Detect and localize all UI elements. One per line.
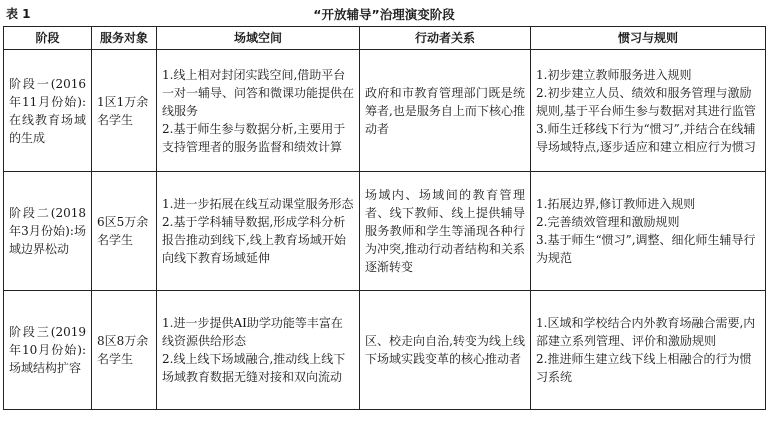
table-row xyxy=(4,291,766,410)
table-row xyxy=(4,172,766,291)
space-item: 1.进一步拓展在线互动课堂服务形态 xyxy=(162,197,354,211)
rules-item: 2.完善绩效管理和激励规则 xyxy=(536,215,680,229)
header-stage: 阶段 xyxy=(4,27,92,50)
stage-cell: 阶段三(2019年10月份始):场域结构扩容 xyxy=(4,291,92,410)
actors-cell: 政府和市教育管理部门既是统筹者,也是服务自上而下核心推动者 xyxy=(360,50,531,172)
table-caption xyxy=(0,0,768,26)
rules-item: 3.基于师生“惯习”,调整、细化师生辅导行为规范 xyxy=(536,233,756,265)
header-space: 场域空间 xyxy=(157,27,360,50)
header-actors: 行动者关系 xyxy=(360,27,531,50)
rules-item: 2.初步建立人员、绩效和服务管理与激励规则,基于平台师生参与数据对其进行监管 xyxy=(536,85,756,118)
rules-item: 1.初步建立教师服务进入规则 xyxy=(536,67,692,82)
space-cell xyxy=(157,50,360,172)
actors-cell: 场域内、场域间的教育管理者、线下教师、线上提供辅导服务教师和学生等涌现各种行为冲突,推动行动者结构和关系逐渐转变 xyxy=(360,172,531,291)
table-number-label: 表 1 xyxy=(6,7,31,21)
space-item: 2.线上线下场域融合,推动线上线下场域教育数据无缝对接和双向流动 xyxy=(162,352,346,384)
space-item: 1.进一步提供AI助学功能等丰富在线资源供给形态 xyxy=(162,316,343,348)
space-item: 1.线上相对封闭实践空间,借助平台一对一辅导、问答和微课功能提供在线服务 xyxy=(162,67,355,118)
rules-cell xyxy=(531,50,766,172)
space-item: 2.基于师生参与数据分析,主要用于支持管理者的服务监督和绩效计算 xyxy=(162,121,346,154)
space-cell xyxy=(157,291,360,410)
actors-cell: 区、校走向自治,转变为线上线下场域实践变革的核心推动者 xyxy=(360,291,531,410)
rules-cell xyxy=(531,291,766,410)
target-cell: 6区5万余名学生 xyxy=(92,172,157,291)
target-cell: 1区1万余名学生 xyxy=(92,50,157,172)
table-title: “开放辅导”治理演变阶段 xyxy=(313,7,455,22)
table-header-row xyxy=(4,27,766,50)
governance-stages-table xyxy=(3,26,766,410)
target-cell: 8区8万余名学生 xyxy=(92,291,157,410)
rules-item: 1.区域和学校结合内外教育场融合需要,内部建立系列管理、评价和激励规则 xyxy=(536,316,756,348)
space-cell xyxy=(157,172,360,291)
stage-cell: 阶段一(2016年11月份始):在线教育场域的生成 xyxy=(4,50,92,172)
header-target: 服务对象 xyxy=(92,27,157,50)
rules-item: 2.推进师生建立线下线上相融合的行为惯习系统 xyxy=(536,352,752,384)
rules-item: 1.拓展边界,修订教师进入规则 xyxy=(536,197,696,211)
rules-item: 3.师生迁移线下行为“惯习”,并结合在线辅导场域特点,逐步适应和建立相应行为惯习 xyxy=(536,121,756,154)
header-rules: 惯习与规则 xyxy=(531,27,766,50)
space-item: 2.基于学科辅导数据,形成学科分析报告推动到线下,线上教育场域开始向线下教育场域延伸 xyxy=(162,215,346,265)
table-row xyxy=(4,50,766,172)
stage-cell: 阶段二(2018年3月份始):场域边界松动 xyxy=(4,172,92,291)
rules-cell xyxy=(531,172,766,291)
